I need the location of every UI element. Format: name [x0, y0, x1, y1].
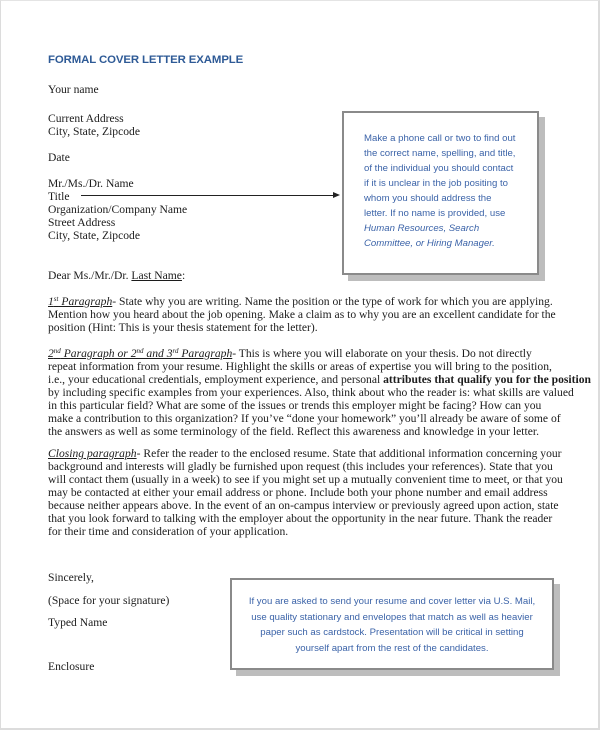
signature-space: (Space for your signature) — [48, 594, 170, 607]
closing-paragraph-label: Closing paragraph — [48, 447, 137, 460]
arrow-line — [81, 195, 335, 196]
callout-line: if it is unclear in the job positing to — [364, 178, 508, 189]
callout-line-italic: Committee, or Hiring Manager. — [364, 238, 495, 249]
closing-paragraph-line: - Refer the reader to the enclosed resume. State that additional information concerning your — [136, 447, 562, 460]
closing-paragraph-line: because neither appears above. In the event of an on-campus interview or previously agreed upon action, state — [48, 499, 559, 512]
paragraph-2-line: the answers as well as some terminology of the field. Reflect this awareness and knowledge in your letter. — [48, 425, 539, 438]
salutation-prefix: Dear Ms./Mr./Dr. — [48, 269, 132, 282]
paragraph-1-label: 1st Paragraph — [48, 295, 113, 308]
paragraph-1-line: position (Hint: This is your thesis statement for the letter). — [48, 321, 318, 334]
callout-line: yourself apart from the rest of the candidates. — [295, 642, 489, 654]
sender-address-line1: Current Address — [48, 112, 124, 125]
closing-paragraph-line: background and interests will gladly be furnished upon request (this includes your references). State that you — [48, 460, 553, 473]
salutation-last-name: Last Name — [131, 269, 182, 282]
recipient-organization: Organization/Company Name — [48, 203, 188, 216]
closing-paragraph-line: will contact them (usually in a week) to see if you might set up a mutually convenient time to meet, or that you — [48, 473, 563, 486]
paragraph-2-line: repeat information from your resume. Highlight the skills or areas of expertise you will bring to the position, — [48, 360, 552, 373]
paragraph-2-line: in this particular field? What are some of the issues or trends this employer might be facing? How can you — [48, 399, 542, 412]
callout-line: of the individual you should contact — [364, 163, 514, 174]
paragraph-1 — [48, 295, 558, 334]
callout-line: the correct name, spelling, and title, — [364, 148, 516, 159]
paragraph-2-line: by including specific examples from your experiences. Also, think about who the reader is: what skills are valued — [48, 386, 574, 399]
callout-line: use quality stationary and envelopes that match as well as heavier — [251, 611, 533, 623]
date-field: Date — [48, 151, 70, 164]
document-title: FORMAL COVER LETTER EXAMPLE — [48, 54, 244, 66]
typed-name: Typed Name — [48, 616, 108, 629]
closing-paragraph-line: that you look forward to talking with the employer about the opportunity in the near future. Thank the reader — [48, 512, 553, 525]
paragraph-1-line: - State why you are writing. Name the position or the type of work for which you are applying. — [112, 295, 553, 308]
salutation — [48, 269, 185, 282]
closing-paragraph-line: for their time and consideration of your application. — [48, 525, 289, 538]
callout-line: If you are asked to send your resume and cover letter via U.S. Mail, — [248, 596, 536, 607]
name-tip-callout — [342, 111, 539, 275]
recipient-city: City, State, Zipcode — [48, 229, 140, 242]
paragraph-2 — [48, 347, 591, 438]
paragraph-2-line: make a contribution to this organization? If you’ve “done your homework” you’ll already be aware of some of — [48, 412, 561, 425]
closing-paragraph — [48, 447, 563, 538]
recipient-street: Street Address — [48, 216, 116, 229]
callout-line-italic: Human Resources, Search — [364, 223, 480, 234]
sender-address-line2: City, State, Zipcode — [48, 125, 140, 138]
mail-tip-callout — [230, 578, 554, 670]
enclosure: Enclosure — [48, 660, 95, 673]
callout-line: Make a phone call or two to find out — [364, 133, 516, 144]
callout-line: paper such as cardstock. Presentation will be critical in setting — [260, 627, 524, 638]
salutation-suffix: : — [181, 269, 186, 282]
arrow-head-icon — [333, 192, 340, 198]
recipient-block — [48, 177, 187, 242]
paragraph-2-line: i.e., your educational credentials, employment experience, and personal attributes that qualify you for the position — [48, 373, 591, 386]
sender-address — [48, 112, 140, 138]
callout-line: whom you should address the — [364, 193, 492, 204]
recipient-name: Mr./Ms./Dr. Name — [48, 177, 134, 190]
signoff-closing: Sincerely, — [48, 571, 94, 584]
closing-paragraph-line: may be contacted at either your email address or phone. Include both your phone number and email address — [48, 486, 548, 499]
callout-line: letter. If no name is provided, use — [364, 208, 506, 219]
recipient-title: Title — [48, 190, 70, 203]
paragraph-2-line: - This is where you will elaborate on your thesis. Do not directly — [232, 347, 532, 360]
paragraph-1-line: Mention how you heard about the job opening. Make a claim as to why you are an excellent candidate for the — [48, 308, 556, 321]
paragraph-2-label: 2nd Paragraph or 2nd and 3rd Paragraph — [48, 347, 233, 360]
sender-name: Your name — [48, 83, 99, 96]
